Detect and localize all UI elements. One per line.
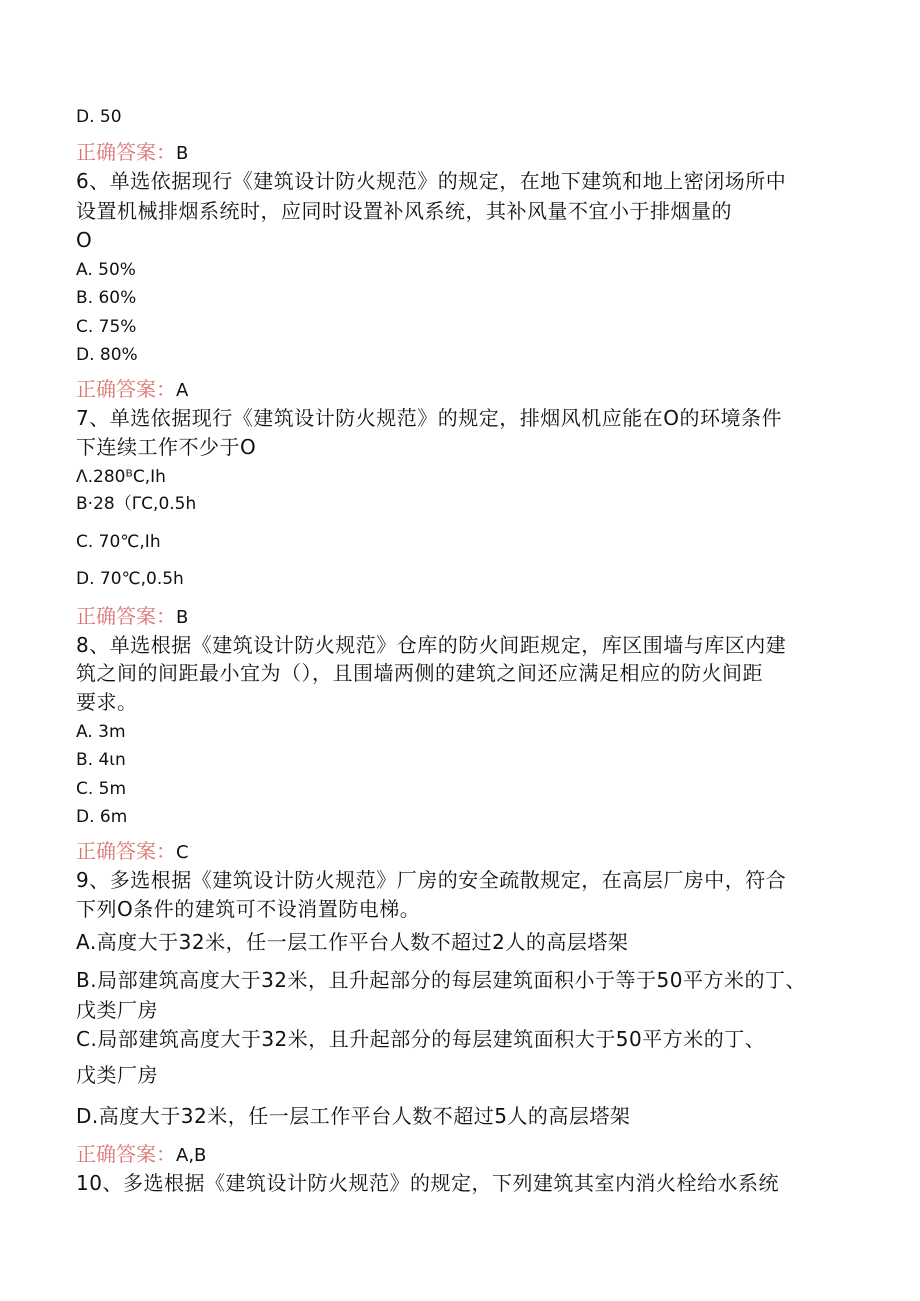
question-6-line-2: 设置机械排烟系统时，应同时设置补风系统，其补风量不宜小于排烟量的	[76, 199, 732, 223]
option-a: A. 50%	[76, 260, 136, 280]
option-c: C. 70℃,Ih	[76, 532, 161, 552]
question-7-line-1: 7、单选依据现行《建筑设计防火规范》的规定，排烟风机应能在O的环境条件	[76, 406, 782, 430]
answer-value: A	[176, 380, 189, 401]
answer-value: C	[176, 842, 189, 863]
answer-value: B	[176, 143, 189, 164]
question-7-line-2: 下连续工作不少于O	[76, 435, 257, 459]
question-10-line-1: 10、多选根据《建筑设计防火规范》的规定，下列建筑其室内消火栓给水系统	[76, 1171, 779, 1195]
option-a: A. 3m	[76, 722, 126, 742]
option-b-cont: 戊类厂房	[76, 998, 158, 1022]
option-a: Λ.280ᴮC,Ih	[76, 467, 166, 487]
option-d: D.高度大于32米，任一层工作平台人数不超过5人的高层塔架	[76, 1104, 631, 1128]
answer-label: 正确答案：	[76, 839, 176, 863]
option-c: C. 75%	[76, 317, 137, 337]
question-9-line-2: 下列O条件的建筑可不设消置防电梯。	[76, 897, 421, 921]
answer-line	[76, 839, 189, 865]
question-8-line-3: 要求。	[76, 690, 138, 714]
answer-line	[76, 140, 188, 166]
option-c: C. 5m	[76, 779, 127, 799]
question-9-line-1: 9、多选根据《建筑设计防火规范》厂房的安全疏散规定，在高层厂房中，符合	[76, 868, 787, 892]
question-6-line-1: 6、单选依据现行《建筑设计防火规范》的规定，在地下建筑和地上密闭场所中	[76, 169, 787, 193]
answer-label: 正确答案：	[76, 140, 176, 164]
answer-label: 正确答案：	[76, 377, 176, 401]
option-b: B. 60%	[76, 288, 137, 308]
answer-line	[76, 604, 188, 630]
answer-line	[76, 1142, 206, 1168]
option-d: D. 80%	[76, 345, 138, 365]
option-b: B·28（ΓC,0.5h	[76, 494, 197, 514]
option-b: B.局部建筑高度大于32米，且升起部分的每层建筑面积小于等于50平方米的丁、	[76, 968, 806, 992]
answer-value: A,B	[176, 1145, 207, 1166]
option-a: A.高度大于32米，任一层工作平台人数不超过2人的高层塔架	[76, 930, 629, 954]
option-c: C.局部建筑高度大于32米，且升起部分的每层建筑面积大于50平方米的丁、	[76, 1027, 766, 1051]
question-8-line-1: 8、单选根据《建筑设计防火规范》仓库的防火间距规定，库区围墙与库区内建	[76, 633, 787, 657]
answer-value: B	[176, 607, 189, 628]
answer-label: 正确答案：	[76, 1142, 176, 1166]
option-b: B. 4ιn	[76, 750, 126, 770]
answer-label: 正确答案：	[76, 604, 176, 628]
question-8-line-2: 筑之间的间距最小宜为（），且围墙两侧的建筑之间还应满足相应的防火间距	[76, 661, 763, 685]
question-6-line-3: O	[76, 228, 93, 252]
option-c-cont: 戊类厂房	[76, 1063, 158, 1087]
answer-line	[76, 377, 188, 403]
option-d: D. 6m	[76, 807, 128, 827]
option-d: D. 70℃,0.5h	[76, 569, 184, 589]
option-6-prev-d: D. 50	[76, 107, 122, 127]
